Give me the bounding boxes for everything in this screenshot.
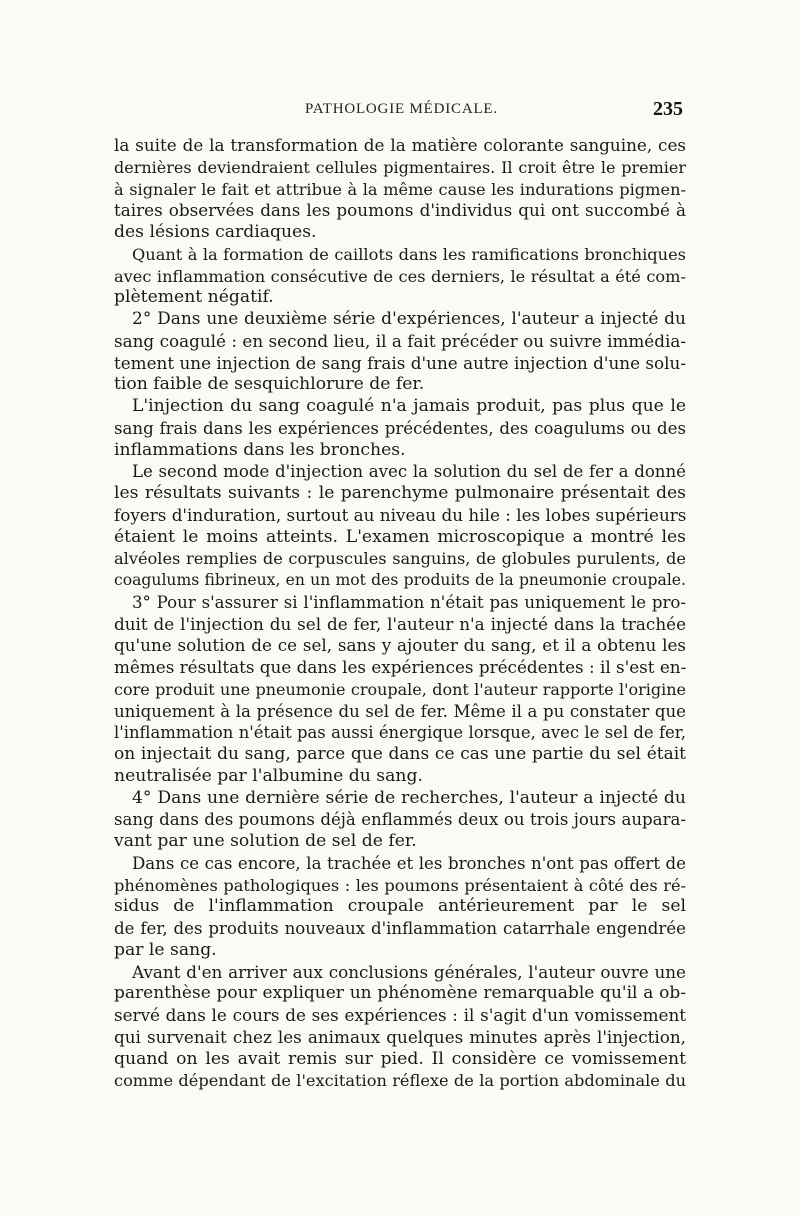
text-line: des lésions cardiaques. [114, 222, 317, 242]
text-line: plètement négatif. [114, 287, 274, 308]
text-line: foyers d'induration, surtout au niveau du hile : les lobes supérieurs [114, 504, 686, 525]
text-line: core produit une pneumonie croupale, dont l'auteur rapporte l'origine [114, 679, 686, 699]
text-line: sang frais dans les expériences précédentes, des coagulums ou des [114, 418, 686, 438]
text-line: inflammations dans les bronches. [114, 439, 406, 460]
text-line: l'inflammation n'était pas aussi énergique lorsque, avec le sel de fer, [114, 723, 686, 743]
text-line: comme dépendant de l'excitation réflexe de la portion abdominale du [114, 1071, 686, 1091]
text-line: coagulums fibrineux, en un mot des produits de la pneumonie croupale. [114, 571, 686, 589]
text-line: on injectait du sang, parce que dans ce cas une partie du sel était [114, 744, 686, 764]
page-header [115, 98, 685, 128]
text-line: servé dans le cours de ses expériences : il s'agit d'un vomissement [114, 1005, 686, 1025]
text-line: neutralisée par l'albumine du sang. [114, 765, 423, 786]
text-line: mêmes résultats que dans les expériences précédentes : il s'est en- [114, 657, 686, 677]
text-line: tement une injection de sang frais d'une autre injection d'une solu- [114, 352, 686, 373]
text-line: de fer, des produits nouveaux d'inflammation catarrhale engendrée [114, 919, 686, 938]
text-line: uniquement à la présence du sel de fer. Même il a pu constater que [114, 701, 686, 721]
text-line: la suite de la transformation de la matière colorante sanguine, ces [114, 135, 686, 155]
text-line: 4° Dans une dernière série de recherches, l'auteur a injecté du [132, 787, 686, 808]
text-line: 2° Dans une deuxième série d'expériences, l'auteur a injecté du [132, 309, 686, 329]
text-line: Avant d'en arriver aux conclusions générales, l'auteur ouvre une [132, 961, 686, 982]
text-line: taires observées dans les poumons d'individus qui ont succombé à [114, 200, 686, 221]
text-line: avec inflammation consécutive de ces derniers, le résultat a été com- [114, 266, 686, 286]
text-line: Quant à la formation de caillots dans les ramifications bronchiques [132, 244, 686, 264]
text-line: à signaler le fait et attribue à la même cause les indurations pigmen- [114, 179, 686, 199]
text-line: 3° Pour s'assurer si l'inflammation n'était pas uniquement le pro- [132, 592, 686, 612]
body-text [114, 135, 686, 1092]
running-title: PATHOLOGIE MÉDICALE. [305, 101, 498, 117]
text-line: sang dans des poumons déjà enflammés deux ou trois jours aupara- [114, 810, 686, 830]
text-line: sidus de l'inflammation croupale antérieurement par le sel [114, 896, 686, 917]
text-line: vant par une solution de sel de fer. [114, 831, 417, 851]
text-line: parenthèse pour expliquer un phénomène remarquable qu'il a ob- [114, 983, 686, 1004]
text-line: étaient le moins atteints. L'examen microscopique a montré les [114, 526, 686, 547]
text-line: quand on les avait remis sur pied. Il considère ce vomissement [114, 1048, 686, 1069]
text-line: qu'une solution de ce sel, sans y ajouter du sang, et il a obtenu les [114, 635, 686, 656]
text-line: Dans ce cas encore, la trachée et les bronches n'ont pas offert de [132, 853, 686, 873]
text-line: alvéoles remplies de corpuscules sanguins, de globules purulents, de [114, 549, 686, 569]
text-line: dernières deviendraient cellules pigmentaires. Il croit être le premier [114, 157, 686, 177]
text-line: qui survenait chez les animaux quelques minutes après l'injection, [114, 1026, 686, 1047]
text-line: duit de l'injection du sel de fer, l'auteur n'a injecté dans la trachée [114, 613, 686, 634]
page-number: 235 [653, 98, 683, 120]
text-line: L'injection du sang coagulé n'a jamais produit, pas plus que le [132, 396, 686, 416]
text-line: les résultats suivants : le parenchyme pulmonaire présentait des [114, 483, 686, 503]
text-line: tion faible de sesquichlorure de fer. [114, 374, 425, 395]
text-line: phénomènes pathologiques : les poumons présentaient à côté des ré- [114, 875, 686, 895]
text-line: Le second mode d'injection avec la solution du sel de fer a donné [132, 462, 686, 482]
text-line: sang coagulé : en second lieu, il a fait précéder ou suivre immédia- [114, 330, 686, 351]
text-line: par le sang. [114, 939, 217, 960]
